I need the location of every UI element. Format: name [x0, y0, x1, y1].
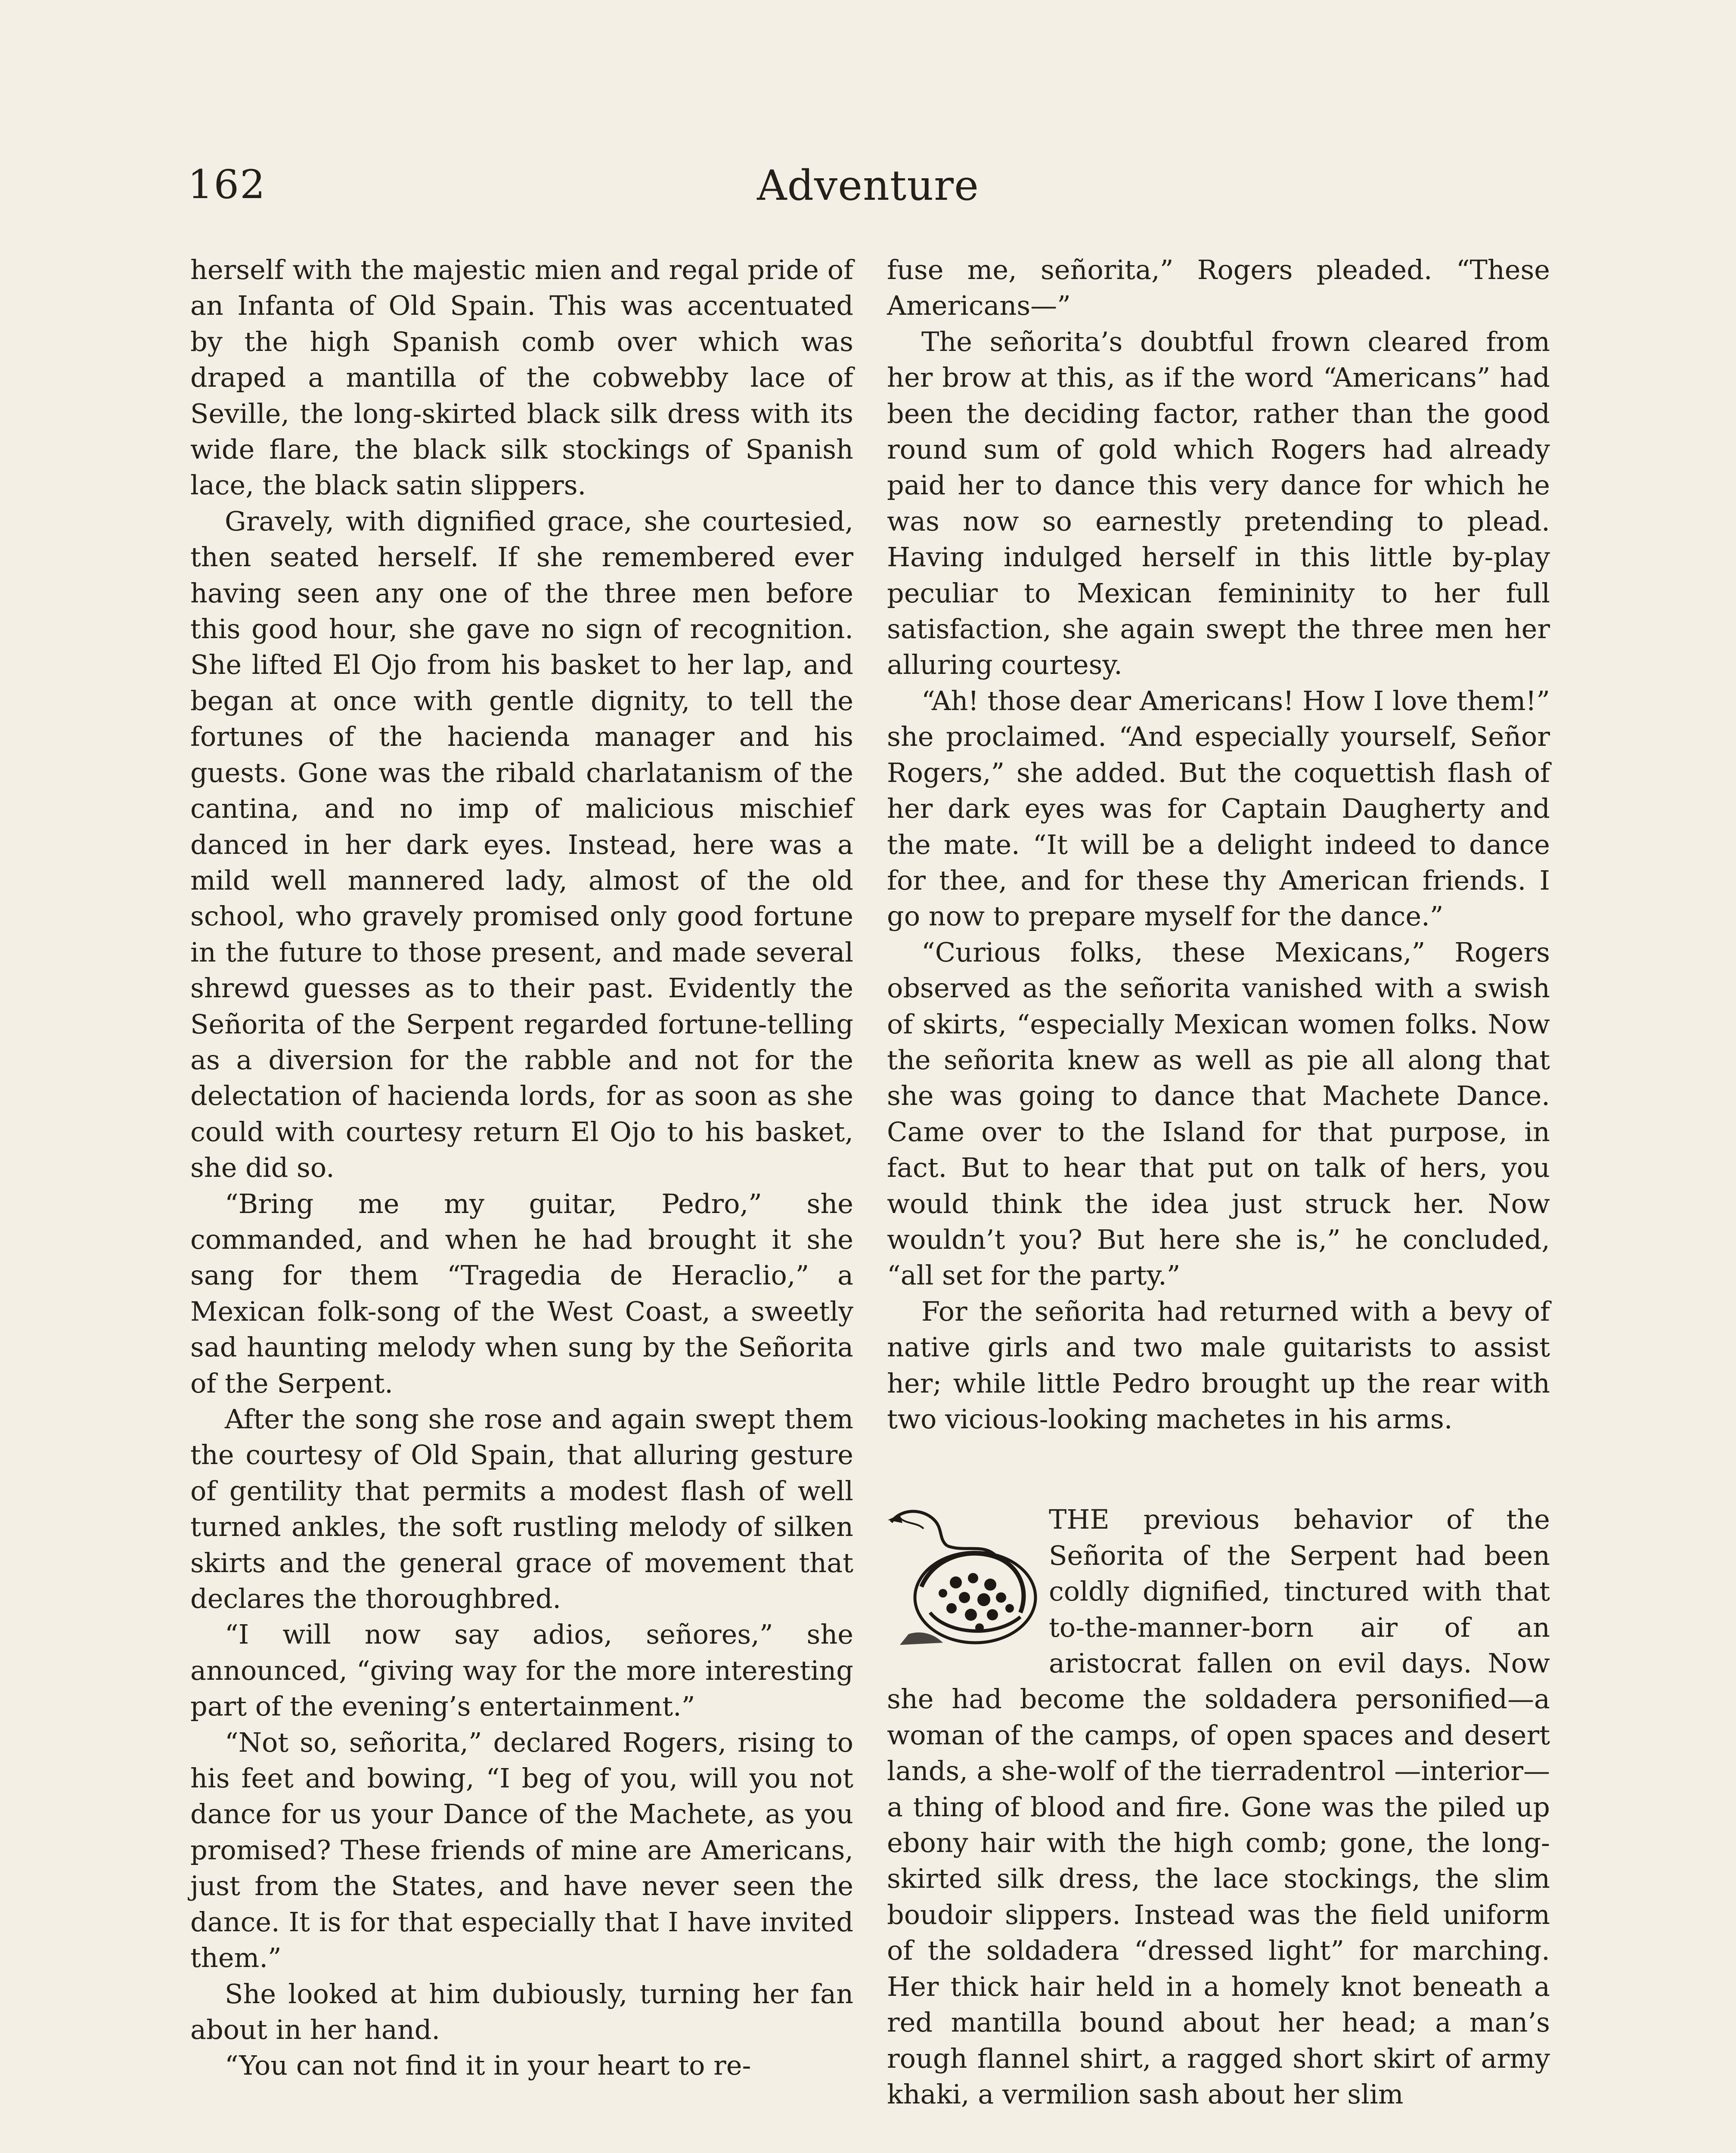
paragraph: The señorita’s doubtful frown cleared from her brow at this, as if the word “Americans” had been the deciding factor, rather than the good round sum of gold which Rogers had already paid her to dance this very dance for which he was now so earnestly pretending to plead. Having indulged herself in this little by-play peculiar to Mexican femininity to her full satisfaction, she again swept the three men her alluring courtesy. — [887, 326, 1550, 681]
paragraph: “Curious folks, these Mexicans,” Rogers observed as the señorita vanished with a swish of skirts, “especially Mexican women folks. Now the señorita knew as well as pie all along that she was going to dance that Machete Dance. Came over to the Island for that purpose, in fact. But to hear that put on talk of hers, you would think the idea just struck her. Now wouldn’t you? But here she is,” he concluded, “all set for the party.” — [887, 936, 1550, 1291]
paragraph: For the señorita had returned with a bevy of native girls and two male guitarists to assist her; while little Pedro brought up the rear with two vicious-looking machetes in his arms. — [887, 1295, 1550, 1435]
page-header — [188, 161, 1548, 217]
paragraph: “You can not find it in your heart to re- — [225, 2050, 751, 2082]
paragraph: herself with the majestic mien and regal pride of an Infanta of Old Spain. This was accentuated by the high Spanish comb over which was draped a mantilla of the cobwebby lace of Seville, the long-skirted black silk dress with its wide flare, the black silk stockings of Spanish lace, the black satin slippers. — [190, 254, 853, 501]
section-break — [887, 1437, 1550, 1502]
paragraph: “Not so, señorita,” declared Rogers, rising to his feet and bowing, “I beg of you, will you not dance for us your Dance of the Machete, as you promised? These friends of mine are Americans, just from the States, and have never seen the dance. It is for that especially that I have invited them.” — [190, 1726, 853, 1974]
paragraph: She looked at him dubiously, turning her fan about in her hand. — [190, 1978, 853, 2045]
paragraph: Gravely, with dignified grace, she courtesied, then seated herself. If she remembered ever having seen any one of the three men before this good hour, she gave no sign of recognition. She lifted El Ojo from his basket to her lap, and began at once with gentle dignity, to tell the fortunes of the hacienda manager and his guests. Gone was the ribald charlatanism of the cantina, and no imp of malicious mischief danced in her dark eyes. Instead, here was a mild well mannered lady, almost of the old school, who gravely promised only good fortune in the future to those present, and made several shrewd guesses as to their past. Evidently the Señorita of the Serpent regarded fortune-telling as a diversion for the rabble and not for the delectation of hacienda lords, for as soon as she could with courtesy return El Ojo to his basket, she did so. — [190, 505, 853, 1184]
serpent-dropcap-illustration — [883, 1505, 1042, 1647]
page-number: 162 — [188, 161, 266, 208]
paragraph: fuse me, señorita,” Rogers pleaded. “These Americans—” — [887, 254, 1550, 322]
left-column — [190, 252, 853, 2084]
paragraph: “I will now say adios, señores,” she announced, “giving way for the more interesting part of the evening’s entertainment.” — [190, 1619, 853, 1722]
paragraph: After the song she rose and again swept them the courtesy of Old Spain, that alluring gesture of gentility that permits a modest flash of well turned ankles, the soft rustling melody of silken skirts and the general grace of movement that declares the thoroughbred. — [190, 1403, 853, 1615]
right-column — [887, 252, 1550, 2112]
paragraph: “Ah! those dear Americans! How I love them!” she proclaimed. “And especially yourself, Señor Rogers,” she added. But the coquettish flash of her dark eyes was for Captain Daugherty and the mate. “It will be a delight indeed to dance for thee, and for these thy American friends. I go now to prepare myself for the dance.” — [887, 685, 1550, 932]
paragraph: THE previous behavior of the Señorita of the Serpent had been coldly dignified, tinctured with that to-the-manner-born air of an aristocrat fallen on evil days. Now she had become the soldadera personified—a woman of the camps, of open spaces and desert lands, a she-wolf of the tierradentrol —interior—a thing of blood and fire. Gone was the piled up ebony hair with the high comb; gone, the long-skirted silk dress, the lace stockings, the slim boudoir slippers. Instead was the field uniform of the soldadera “dressed light” for marching. Her thick hair held in a homely knot beneath a red mantilla bound about her head; a man’s rough flannel shirt, a ragged short skirt of army khaki, a vermilion sash about her slim — [887, 1504, 1550, 2110]
running-title: Adventure — [757, 161, 979, 210]
paragraph: “Bring me my guitar, Pedro,” she commanded, and when he had brought it she sang for them “Tragedia de Heraclio,” a Mexican folk-song of the West Coast, a sweetly sad haunting melody when sung by the Señorita of the Serpent. — [190, 1188, 853, 1399]
